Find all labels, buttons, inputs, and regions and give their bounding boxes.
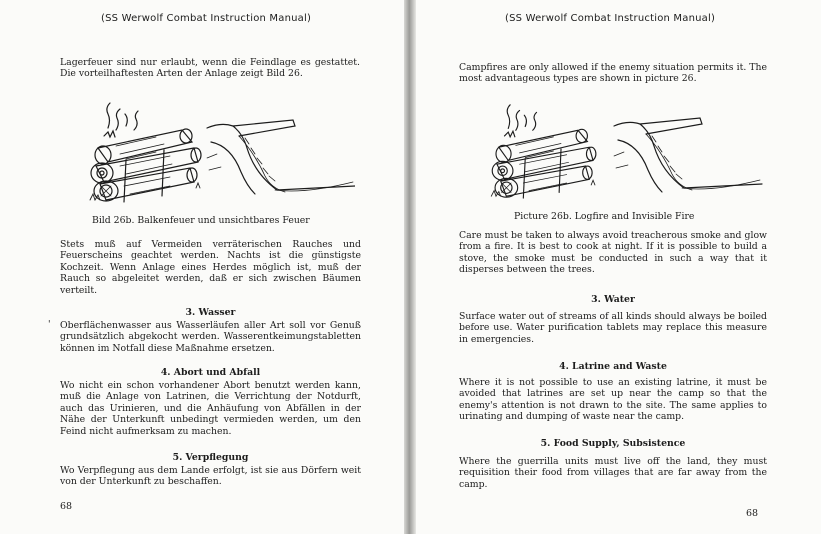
section-heading-water: 3. Water xyxy=(591,294,635,305)
running-head: (SS Werwolf Combat Instruction Manual) xyxy=(505,13,716,24)
fire-paragraph: Stets muß auf Vermeiden verräterischen Rauches und Feuerscheins geachtet werden. Nachts ist die günstigste Kochzeit. Wenn Anlage eines Herdes möglich ist, muß der Rauch so abgeleitet werden, daß er sich zwischen Bäumen verteilt. xyxy=(60,239,361,296)
section-heading-latrine: 4. Latrine and Waste xyxy=(559,361,667,372)
section-heading-water: 3. Wasser xyxy=(185,307,236,318)
figure-caption: Picture 26b. Logfire and Invisible Fire xyxy=(514,211,695,222)
trench-fire-icon xyxy=(205,118,355,202)
food-paragraph: Where the guerrilla units must live off the land, they must requisition their food from villages that are far away from the camp. xyxy=(459,456,767,490)
water-paragraph: Oberflächenwasser aus Wasserläufen aller Art soll vor Genuß grundsätzlich abgekocht werden. Wasserentkeimungstabletten können im Notfall diese Maßnahme ersetzen. xyxy=(60,320,361,354)
latrine-paragraph: Where it is not possible to use an existing latrine, it must be avoided that latrines are set up near the camp so that the enemy's attention is not drawn to the site. The same applies to urinating and dumping of waste near the camp. xyxy=(459,377,767,423)
log-fire-icon xyxy=(482,102,608,200)
section-heading-food: 5. Verpflegung xyxy=(172,452,249,463)
log-fire-icon xyxy=(86,100,208,204)
trench-fire-icon xyxy=(608,116,766,200)
water-paragraph: Surface water out of streams of all kinds should always be boiled before use. Water purification tablets may replace this measure in emergencies. xyxy=(459,311,767,345)
section-heading-latrine: 4. Abort und Abfall xyxy=(160,367,261,378)
intro-paragraph: Lagerfeuer sind nur erlaubt, wenn die Feindlage es gestattet. Die vorteilhaftesten Arten der Anlage zeigt Bild 26. xyxy=(60,57,360,80)
figure-caption: Bild 26b. Balkenfeuer und unsichtbares Feuer xyxy=(92,215,310,226)
right-page xyxy=(416,0,821,534)
running-head: (SS Werwolf Combat Instruction Manual) xyxy=(101,13,312,24)
food-paragraph: Wo Verpflegung aus dem Lande erfolgt, ist sie aus Dörfern weit von der Unterkunft zu beschaffen. xyxy=(60,465,361,488)
section-heading-food: 5. Food Supply, Subsistence xyxy=(540,438,686,449)
latrine-paragraph: Wo nicht ein schon vorhandener Abort benutzt werden kann, muß die Anlage von Latrinen, die Verrichtung der Notdurft, auch das Urinieren, und die Anhäufung von Abfällen in der Nähe der Unterkunft unbedingt vermieden werden, um den Feind nicht aufmerksam zu machen. xyxy=(60,380,361,437)
page-number: 68 xyxy=(746,508,759,519)
margin-mark: ' xyxy=(48,320,51,330)
left-page xyxy=(0,0,404,534)
book-gutter xyxy=(404,0,416,534)
intro-paragraph: Campfires are only allowed if the enemy situation permits it. The most advantageous types are shown in picture 26. xyxy=(459,62,767,85)
page-number: 68 xyxy=(60,501,73,512)
fire-paragraph: Care must be taken to always avoid treacherous smoke and glow from a fire. It is best to cook at night. If it is possible to build a stove, the smoke must be conducted in such a way that it disperses between the trees. xyxy=(459,230,767,276)
